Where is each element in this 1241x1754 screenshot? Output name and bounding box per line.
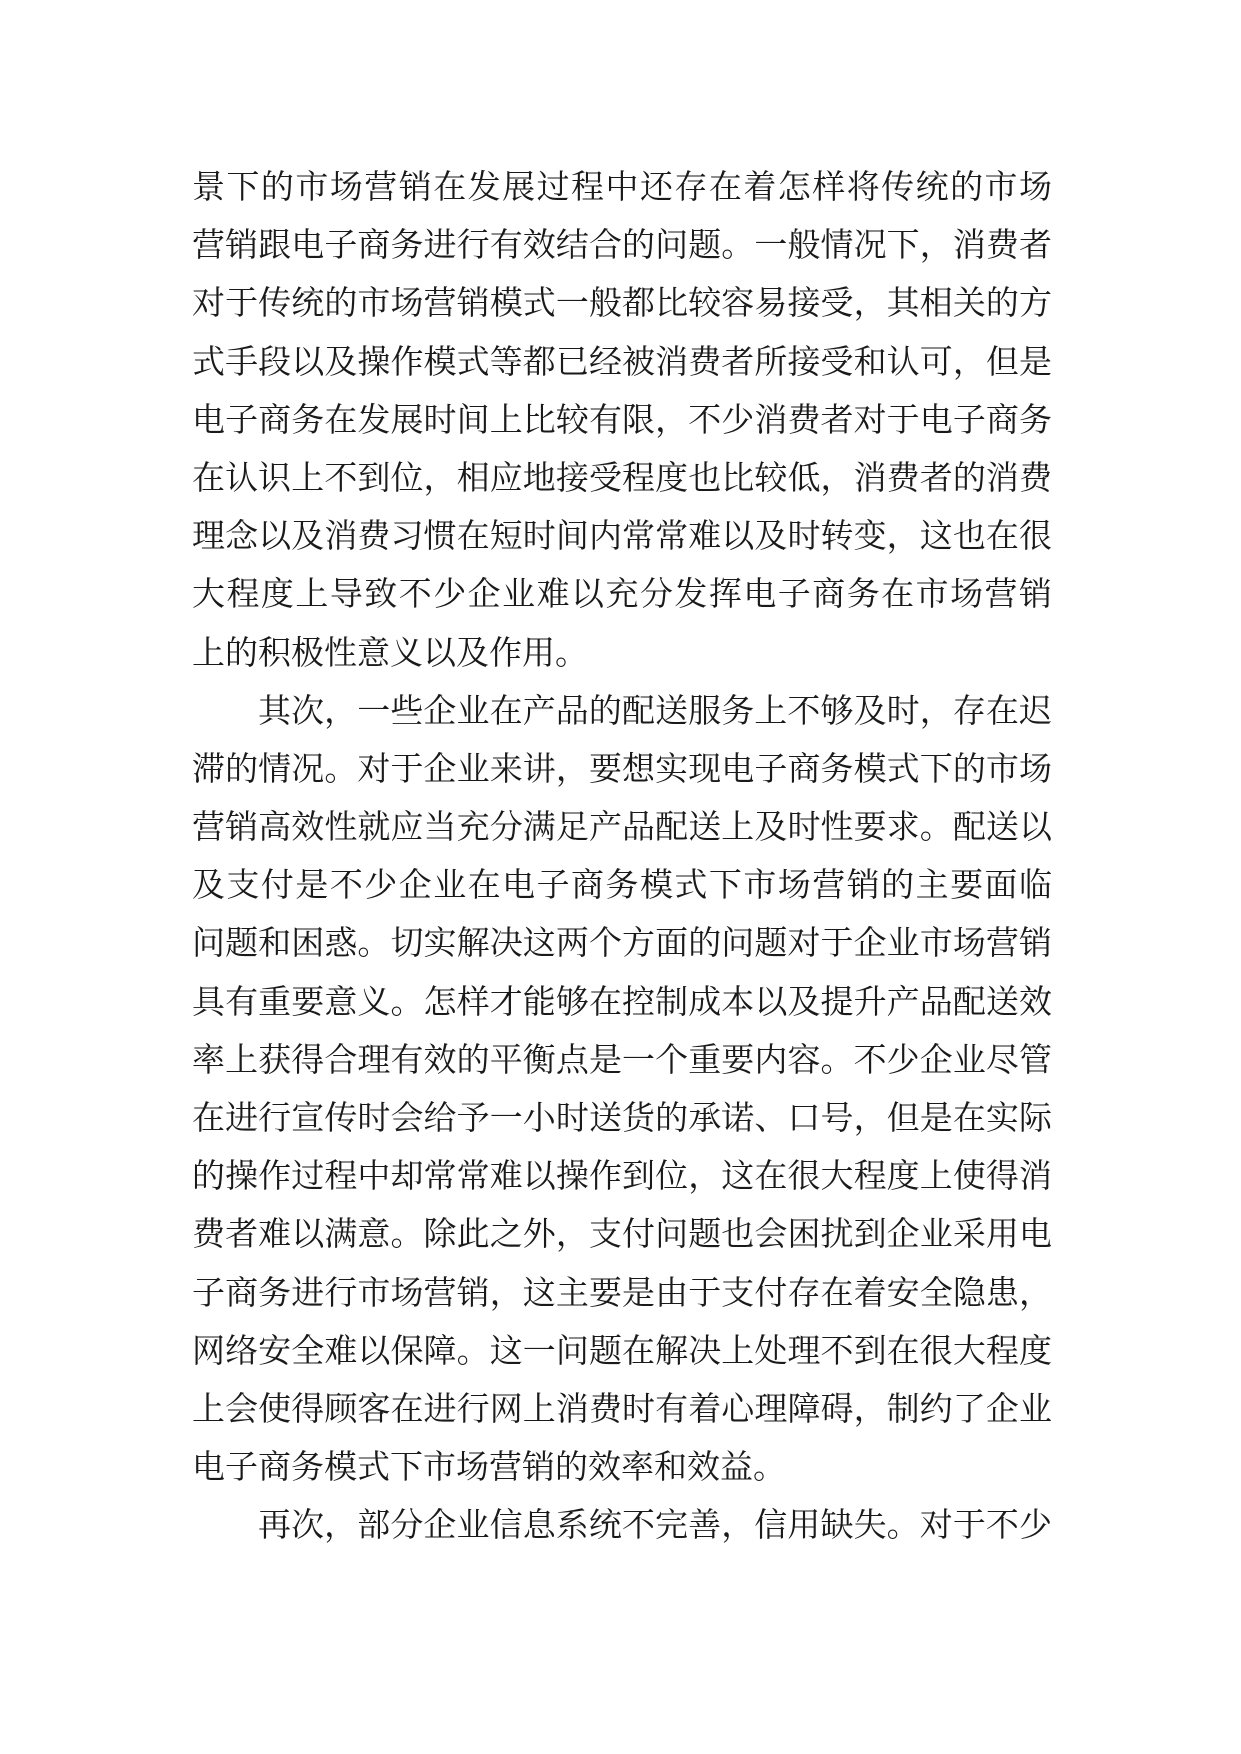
paragraph-line: 滞的情况。对于企业来讲，要想实现电子商务模式下的市场 — [192, 748, 1052, 788]
paragraph-2 — [192, 682, 1052, 1497]
paragraph-line: 大程度上导致不少企业难以充分发挥电子商务在市场营销 — [192, 574, 1052, 614]
paragraph-line: 具有重要意义。怎样才能够在控制成本以及提升产品配送效 — [192, 981, 1052, 1021]
document-body — [192, 158, 1052, 1555]
paragraph-line: 在认识上不到位，相应地接受程度也比较低，消费者的消费 — [192, 457, 1052, 497]
paragraph-line: 营销跟电子商务进行有效结合的问题。一般情况下，消费者 — [192, 225, 1052, 265]
paragraph-line: 对于传统的市场营销模式一般都比较容易接受，其相关的方 — [192, 283, 1052, 323]
paragraph-line: 上会使得顾客在进行网上消费时有着心理障碍，制约了企业 — [192, 1388, 1052, 1428]
paragraph-line: 景下的市场营销在发展过程中还存在着怎样将传统的市场 — [192, 167, 1052, 206]
paragraph-line: 网络安全难以保障。这一问题在解决上处理不到在很大程度 — [192, 1330, 1052, 1370]
paragraph-line: 在进行宣传时会给予一小时送货的承诺、口号，但是在实际 — [192, 1098, 1052, 1137]
paragraph-line: 及支付是不少企业在电子商务模式下市场营销的主要面临 — [192, 865, 1052, 905]
paragraph-line: 问题和困惑。切实解决这两个方面的问题对于企业市场营销 — [192, 923, 1052, 963]
paragraph-line: 上的积极性意义以及作用。 — [192, 632, 588, 672]
paragraph-line: 的操作过程中却常常难以操作到位，这在很大程度上使得消 — [192, 1156, 1052, 1196]
paragraph-line: 再次，部分企业信息系统不完善，信用缺失。对于不少 — [258, 1505, 1052, 1545]
paragraph-line: 电子商务模式下市场营销的效率和效益。 — [192, 1447, 786, 1487]
paragraph-1 — [192, 158, 1052, 682]
paragraph-line: 理念以及消费习惯在短时间内常常难以及时转变，这也在很 — [192, 516, 1052, 556]
paragraph-line: 营销高效性就应当充分满足产品配送上及时性要求。配送以 — [192, 807, 1052, 847]
paragraph-line: 子商务进行市场营销，这主要是由于支付存在着安全隐患， — [192, 1272, 1052, 1312]
paragraph-line: 率上获得合理有效的平衡点是一个重要内容。不少企业尽管 — [192, 1039, 1052, 1079]
paragraph-line: 其次，一些企业在产品的配送服务上不够及时，存在迟 — [258, 690, 1052, 730]
paragraph-line: 式手段以及操作模式等都已经被消费者所接受和认可，但是 — [192, 341, 1052, 381]
paragraph-line: 费者难以满意。除此之外，支付问题也会困扰到企业采用电 — [192, 1214, 1052, 1254]
paragraph-3 — [192, 1496, 1052, 1554]
paragraph-line: 电子商务在发展时间上比较有限，不少消费者对于电子商务 — [192, 399, 1052, 439]
